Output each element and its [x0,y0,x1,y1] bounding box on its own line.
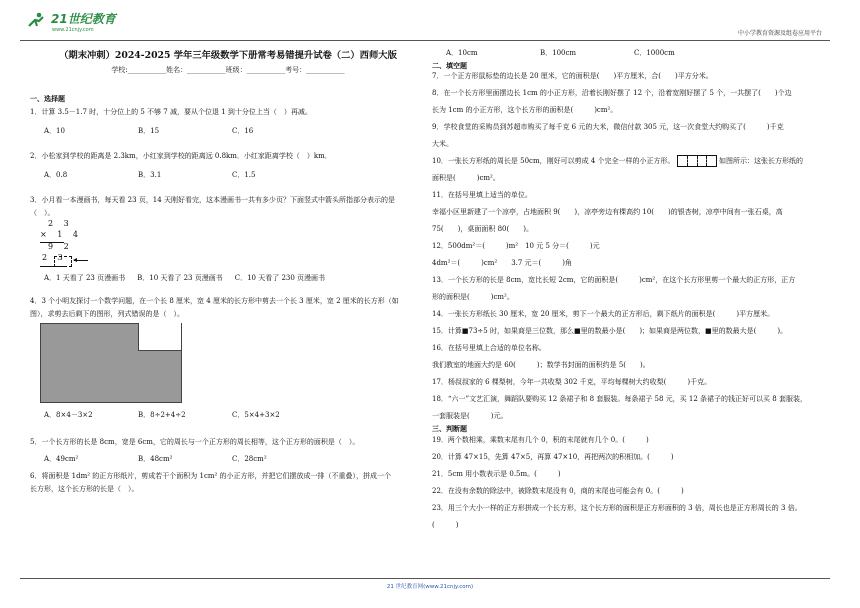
question-2: 2．小松家到学校的距离是 2.3km，小红家到学校的距离远 0.8km．小红家距离学校（ ）km． [30,151,332,160]
fill-line: 18．“六一”文艺汇演，舞蹈队要购买 12 条裙子和 8 套服装。每条裙子 58 元，买 12 条裙子的钱正好可以买 8 套服装， [432,394,807,403]
fill-line: 11．在括号里填上适当的单位。 [432,190,532,199]
four-squares-figure [677,155,717,167]
fill-line: 13．一个长方形的长是 8cm，宽比长短 2cm，它的面积是( )cm²，在这个长方形里剪一个最大的正方形，正方 [432,275,796,284]
judge-line: 21．5cm 用小数表示是 0.5m。( ) [432,470,561,479]
option: A．0.8 [44,170,68,179]
fill-text: 10．一张长方形纸的周长是 50cm，刚好可以剪成 4 个完全一样的小正方形。 [432,156,675,165]
question-1-options [44,125,426,138]
cut-corner [138,323,181,351]
fill-line: 幸福小区里新建了一个凉亭，占地面积 9( )，凉亭旁边有棵高约 10( )的银杏树，凉亭中间有一张石桌，高 [432,207,783,216]
right-column [432,47,830,532]
option: A．10 [44,126,65,135]
student-info-line: 学校:___________姓名：___________班级：___________考号：___________ [111,66,345,75]
fill-line: 4dm²＝( )cm² 3.7 元＝( )角 [432,258,573,267]
fill-line: 面积是( )cm²。 [432,173,500,182]
option: B．100cm [540,49,577,57]
mult-row: 9 2 [48,241,73,251]
logo [26,12,116,33]
logo-brand: 21世纪教育 [51,12,116,27]
option: B．3.1 [138,170,162,179]
runner-logo-icon [26,12,48,28]
question-6-options [446,47,830,60]
fill-line: 长为 1cm 的小正方形，这个长方形的面积是( )cm²。 [432,105,618,114]
question-3-cont: （ ）。 [30,208,55,217]
question-6: 6．将面积是 1dm² 的正方形纸片，剪成若干个面积为 1cm² 的小正方形，并把它们摆放成一排（不重叠），拼成一个 [30,471,392,480]
fill-line: 15．计算■73÷5 时，如果商是三位数，那么■里的数最小是( )；如果商是两位数，■里的数最大是( )。 [432,326,788,335]
mult-row: 2 3 [48,218,73,228]
footer-divider [20,578,830,579]
option: B．48cm² [138,454,173,463]
fill-line: 12．500dm²＝( )m² 10 元 5 分＝( )元 [432,241,600,250]
question-4-cont: 图），求剪去后剩下的图形，列式错误的是（ ）。 [30,309,184,318]
option: B．15 [138,126,160,135]
fill-text: 如图所示：这张长方形纸的 [718,156,803,165]
judge-line: 23．用三个大小一样的正方形拼成一个长方形，这个长方形的面积是正方形面积的 3 倍，周长也是正方形周长的 3 倍。 [432,504,802,513]
question-2-options [44,169,426,182]
fill-line: 我们教室的地面大约是 60( )；数学书封面的面积约是 5( )。 [432,360,650,369]
footer-text: 21 世纪教育网(www.21cnjy.com) [386,584,474,590]
section-fill-heading: 二、填空题 [432,61,467,70]
fill-line: 9．学校食堂的采购员到苏超市购买了每千克 6 元的大米，微信付款 305 元，这一次食堂大约购买了( )千克 [432,122,784,131]
option: A．8×4－3×2 [44,410,93,419]
fill-line: 大米。 [432,139,453,148]
option: B．8÷2+4÷2 [138,410,186,419]
question-1: 1．计算 3.5－1.7 时，十分位上的 5 不够 7 减，要从个位退 1 到十分位上当（ ）再减。 [30,107,312,116]
mult-line [40,266,64,267]
question-6-cont: 长方形，这个长方形的长是（ ）。 [30,484,139,493]
question-5-options [44,453,426,466]
page-title: （期末冲刺）2024-2025 学年三年级数学下册常考易错提升试卷（二）西师大版 [59,50,397,61]
logo-url: www.21cnjy.com [52,27,94,33]
judge-line: 22．在没有余数的除法中，被除数末尾没有 0，商的末尾也可能会有 0。( ) [432,487,684,496]
platform-label: 中小学教育资源及组卷应用平台 [737,30,822,37]
vertical-multiplication-figure [40,220,426,266]
fill-line: 75( )，桌面面积 80( )。 [432,224,533,233]
fill-line: 一套服装是( )元。 [432,411,508,420]
judge-line: 20．计算 47×15，先算 47×5，再算 47×10，再把两次的积相加。( ) [432,453,674,462]
fill-line: 8．在一个长方形里面摆边长 1cm 的小正方形，沿着长刚好摆了 12 个，沿着宽刚好摆了 5 个，一共摆了( )个边 [432,88,792,97]
header-divider [20,40,830,41]
option: C．16 [232,126,254,135]
question-3-options [44,272,426,285]
option: A．1 天看了 23 页漫画书 [44,273,126,282]
option: B．10 天看了 23 页漫画书 [137,273,223,282]
question-3: 3．小月看一本漫画书，每天看 23 页，14 天刚好看完，这本漫画书一共有多少页？下面竖式中箭头所指部分表示的是 [30,195,395,204]
fill-line: 16．在括号里填上合适的单位名称。 [432,343,546,352]
option: C．1000cm [634,49,675,57]
left-column [30,47,426,496]
section-judge-heading: 三、判断题 [432,423,467,433]
question-4-options [44,409,426,422]
rectangle-cut-figure [40,321,426,407]
option: C．10 天看了 230 页漫画书 [234,273,326,282]
question-5: 5．一个长方形的长是 8cm，宽是 6cm，它的周长与一个正方形的周长相等，这个正方形的面积是（ ）。 [30,437,360,446]
option: A．10cm [446,49,478,57]
fill-line: 14．一张长方形纸长 30 厘米，宽 20 厘米，剪下一个最大的正方形后，剩下纸片的面积是( )平方厘米。 [432,309,775,318]
fill-line-q10 [432,155,830,168]
judge-line: ( ) [432,521,459,530]
option: C．5×4+3×2 [232,410,280,419]
option: C．28cm² [232,454,267,463]
option: A．49cm² [44,454,79,463]
judge-line: 19．两个数相乘，乘数末尾有几个 0，积的末尾就有几个 0。( ) [432,436,649,445]
fill-line: 7．一个正方形鼠标垫的边长是 20 厘米，它的面积是( )平方厘米，合( )平方分米。 [432,71,713,80]
fill-line: 形的面积是( )cm²。 [432,292,514,301]
option: C．1.5 [232,170,256,179]
fill-line: 17．杨叔叔家的 6 棵梨树，今年一共收梨 302 千克，平均每棵树大约收梨( )千克。 [432,377,712,386]
question-4: 4．3 个小明友探讨一个数学问题，在一个长 8 厘米，宽 4 厘米的长方形中剪去一个长 3 厘米，宽 2 厘米的长方形（如 [30,296,399,305]
mult-row: × 1 4 [40,229,82,239]
section-choice-heading: 一、选择题 [30,93,65,103]
mult-row: 2 3 [42,252,67,262]
arrow-icon [74,260,88,261]
